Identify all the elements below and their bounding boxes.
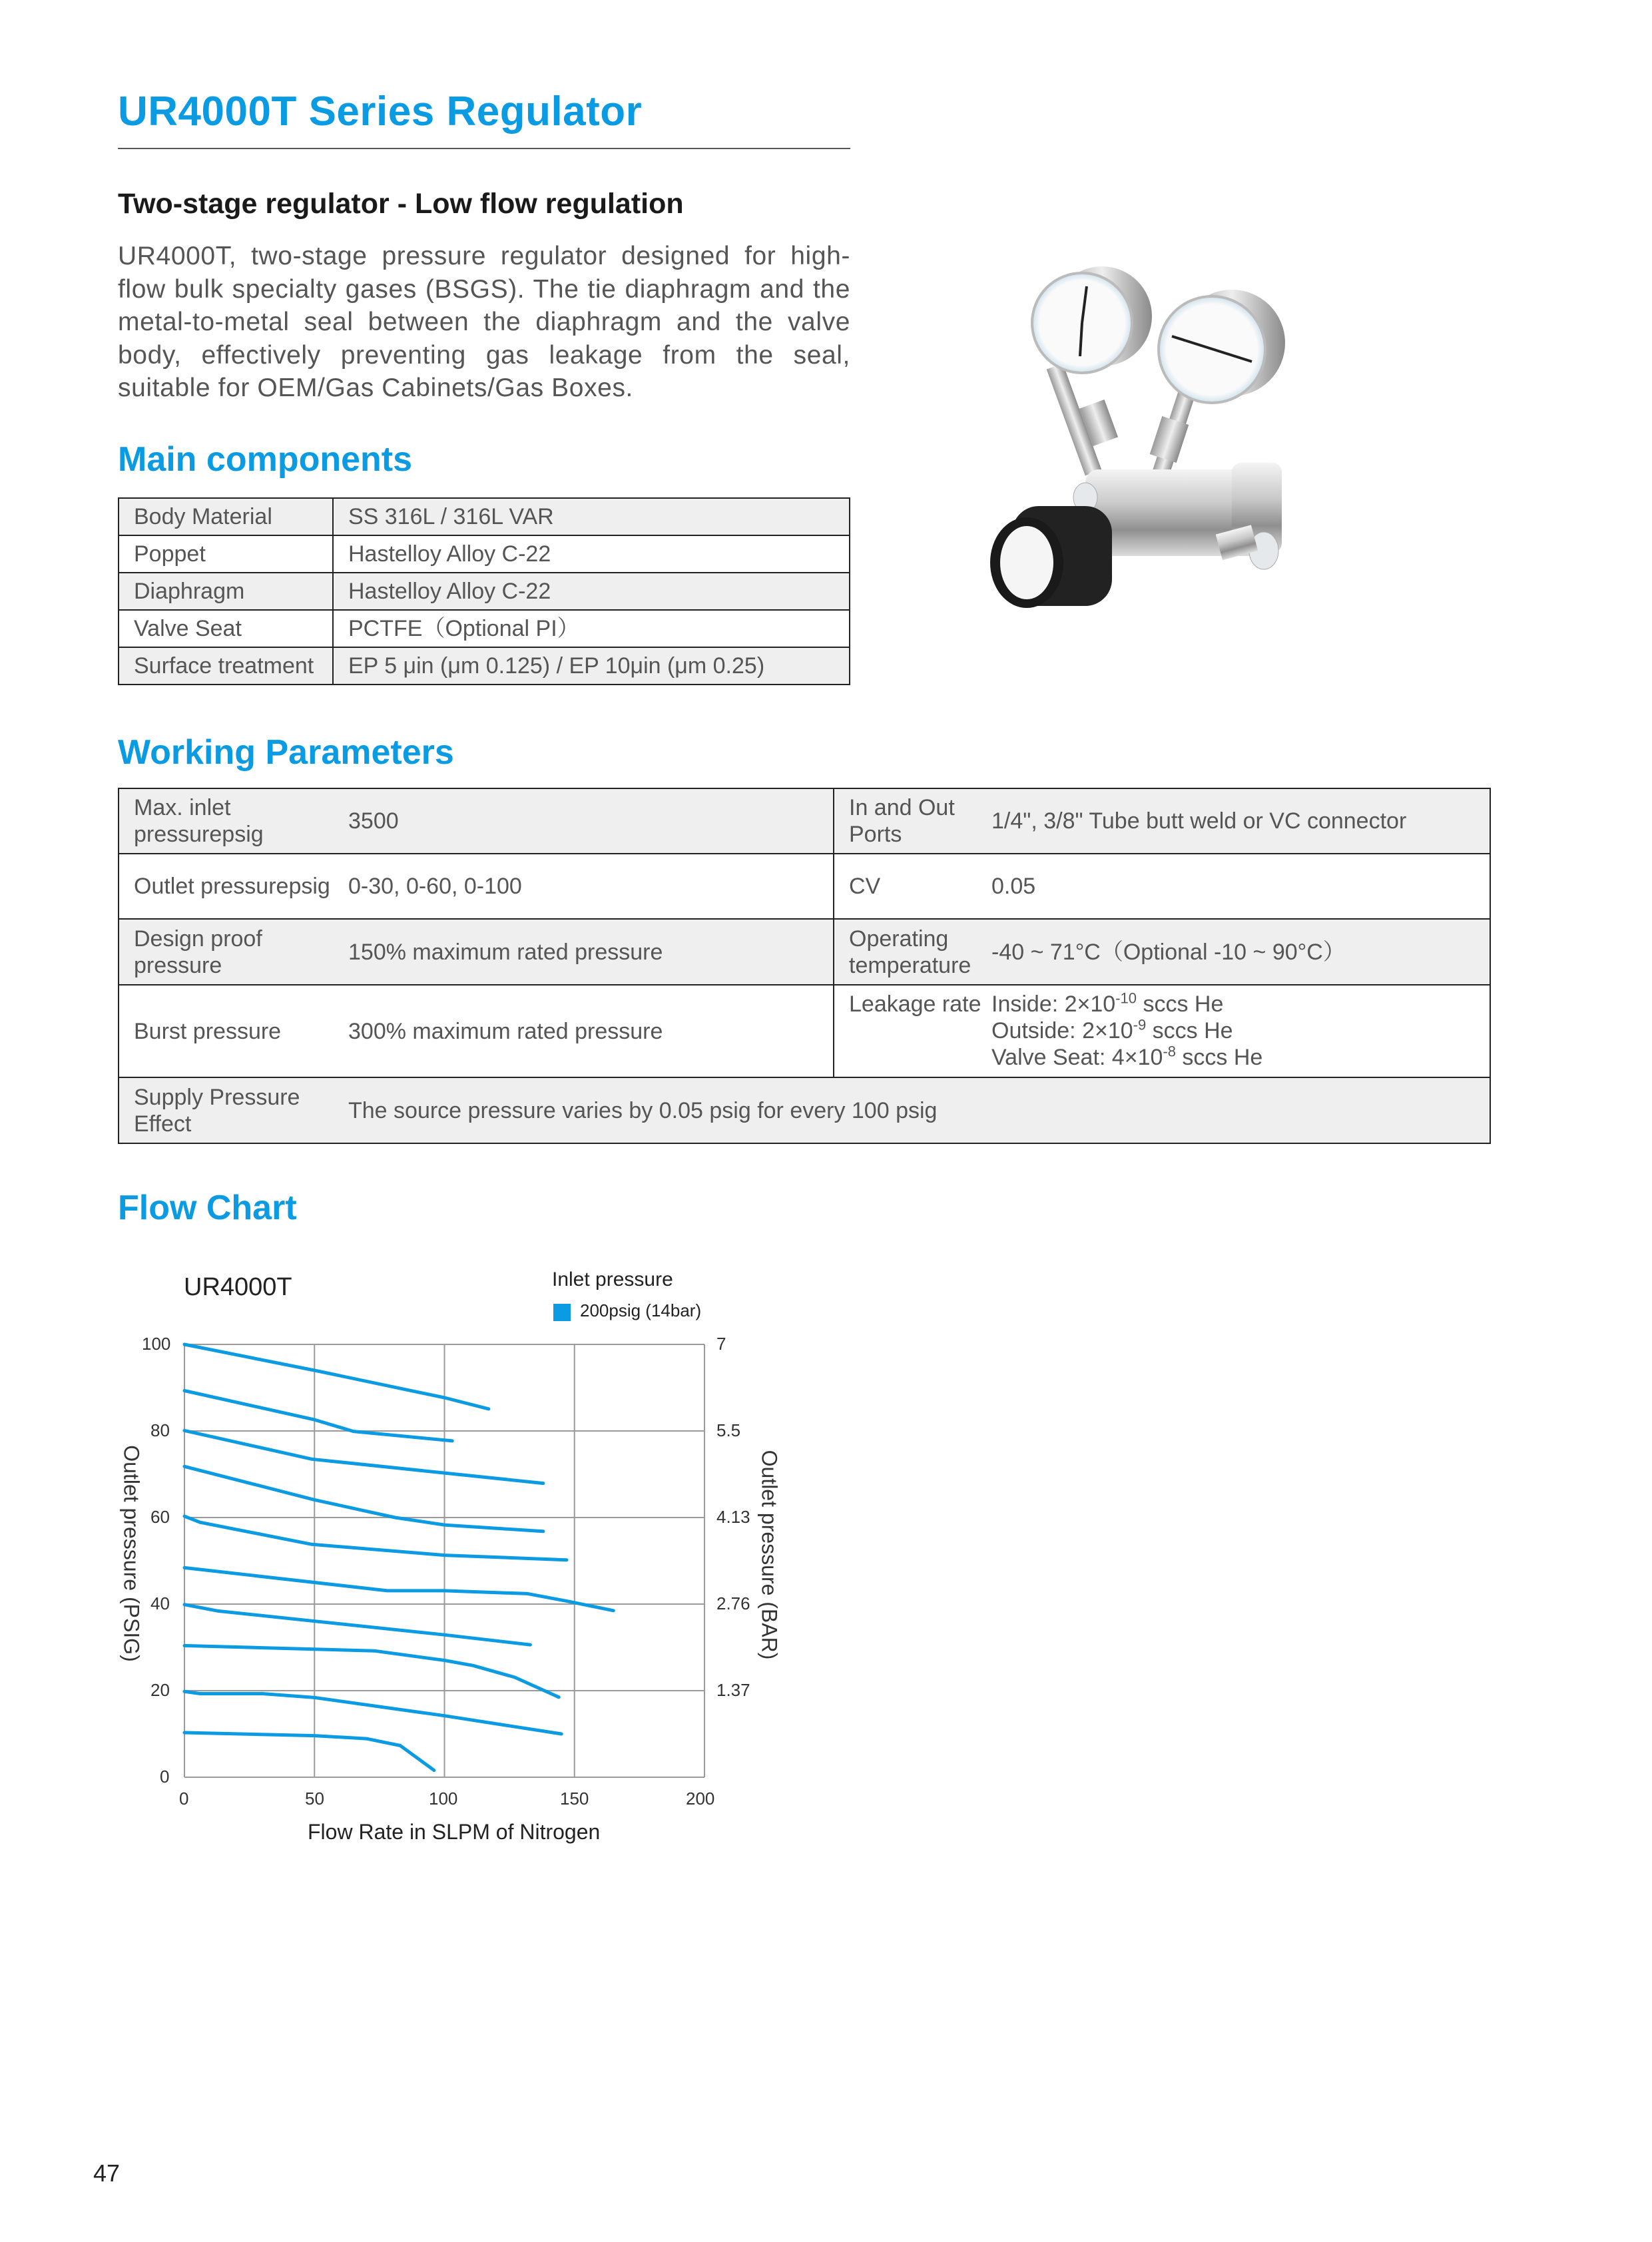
y2-tick: 2.76 bbox=[716, 1593, 750, 1613]
component-label: Diaphragm bbox=[119, 573, 333, 610]
component-value: Hastelloy Alloy C-22 bbox=[333, 573, 850, 610]
leakage-outside: Outside: $2\times 10^{-9}$ sccs He bbox=[991, 1016, 1233, 1043]
param-value: 150% maximum rated pressure bbox=[334, 919, 834, 985]
legend-title: Inlet pressure bbox=[552, 1268, 673, 1290]
leakage-rate-values bbox=[991, 985, 1490, 1077]
working-parameters-table bbox=[118, 788, 1491, 1144]
description: UR4000T, two-stage pressure regulator designed for high-flow bulk specialty gases (BSGS). The tie diaphragm and the metal-to-metal seal between the diaphragm and the valve body, effectively preventing gas leakage from the seal, suitable for OEM/Gas Cabinets/Gas Boxes. bbox=[118, 242, 850, 402]
param-value: 3500 bbox=[334, 788, 834, 854]
table-row bbox=[119, 788, 1490, 854]
table-row bbox=[119, 535, 850, 573]
param-label: Leakage rate bbox=[834, 985, 991, 1077]
param-label: Outlet pressurepsig bbox=[119, 854, 334, 919]
component-label: Valve Seat bbox=[119, 610, 333, 647]
product-image bbox=[952, 250, 1352, 666]
param-value: -40 ~ 71°C（Optional -10 ~ 90°C） bbox=[991, 919, 1490, 985]
table-row bbox=[119, 985, 1490, 1077]
y2-tick: 7 bbox=[716, 1334, 726, 1354]
component-value: PCTFE（Optional PI） bbox=[333, 610, 850, 647]
param-label: Burst pressure bbox=[119, 985, 334, 1077]
component-value: SS 316L / 316L VAR bbox=[333, 498, 850, 535]
leakage-inside: Inside: $2\times 10^{-10}$ sccs He bbox=[991, 989, 1224, 1017]
flow-curve bbox=[184, 1391, 452, 1441]
title-divider bbox=[118, 148, 850, 149]
x-tick: 100 bbox=[429, 1789, 458, 1809]
leakage-valve-seat: Valve Seat: $4\times 10^{-8}$ sccs He bbox=[991, 1043, 1263, 1070]
page-title: UR4000T Series Regulator bbox=[118, 89, 643, 135]
flow-curve bbox=[184, 1430, 543, 1483]
y2-axis-label: Outlet pressure (BAR) bbox=[757, 1450, 782, 1660]
param-value: 1/4", 3/8" Tube butt weld or VC connector bbox=[991, 788, 1490, 854]
chart-title: UR4000T bbox=[184, 1273, 292, 1301]
legend-swatch-icon bbox=[553, 1304, 571, 1321]
table-row bbox=[119, 498, 850, 535]
y2-tick: 1.37 bbox=[716, 1680, 750, 1700]
flow-curve bbox=[184, 1516, 567, 1560]
param-label: In and Out Ports bbox=[834, 788, 991, 854]
y-tick: 80 bbox=[150, 1420, 170, 1440]
table-row bbox=[119, 854, 1490, 919]
chart-curves bbox=[184, 1344, 613, 1771]
page-number: 47 bbox=[93, 2159, 121, 2187]
x-tick: 50 bbox=[305, 1789, 324, 1809]
table-row bbox=[119, 1077, 1490, 1143]
y-tick: 40 bbox=[150, 1593, 170, 1613]
param-label: Operating temperature bbox=[834, 919, 991, 985]
regulator-illustration-icon bbox=[952, 250, 1352, 666]
table-row bbox=[119, 610, 850, 647]
flow-curve bbox=[184, 1691, 561, 1734]
flow-chart-plot bbox=[184, 1344, 704, 1777]
table-row bbox=[119, 919, 1490, 985]
flow-curve bbox=[184, 1645, 559, 1697]
component-label: Surface treatment bbox=[119, 647, 333, 685]
working-parameters-heading: Working Parameters bbox=[118, 733, 454, 772]
y-tick: 60 bbox=[150, 1507, 170, 1527]
subtitle: Two-stage regulator - Low flow regulation bbox=[118, 188, 684, 220]
component-label: Poppet bbox=[119, 535, 333, 573]
component-label: Body Material bbox=[119, 498, 333, 535]
x-tick: 0 bbox=[179, 1789, 189, 1809]
table-row bbox=[119, 573, 850, 610]
param-label: CV bbox=[834, 854, 991, 919]
flow-chart-heading: Flow Chart bbox=[118, 1189, 297, 1227]
flow-curve bbox=[184, 1605, 530, 1645]
param-value: 0.05 bbox=[991, 854, 1490, 919]
y2-tick: 5.5 bbox=[716, 1420, 741, 1440]
x-tick: 200 bbox=[686, 1789, 715, 1809]
legend-label: 200psig (14bar) bbox=[580, 1300, 702, 1320]
component-value: Hastelloy Alloy C-22 bbox=[333, 535, 850, 573]
param-value: 0-30, 0-60, 0-100 bbox=[334, 854, 834, 919]
y-tick: 20 bbox=[150, 1680, 170, 1700]
y2-tick: 4.13 bbox=[716, 1507, 750, 1527]
y-tick: 100 bbox=[142, 1334, 171, 1354]
y-tick: 0 bbox=[160, 1767, 170, 1787]
param-label: Supply Pressure Effect bbox=[119, 1077, 334, 1143]
param-label: Design proof pressure bbox=[119, 919, 334, 985]
param-value: 300% maximum rated pressure bbox=[334, 985, 834, 1077]
x-tick: 150 bbox=[560, 1789, 589, 1809]
table-row bbox=[119, 647, 850, 685]
component-value: EP 5 μin (μm 0.125) / EP 10μin (μm 0.25) bbox=[333, 647, 850, 685]
param-value: The source pressure varies by 0.05 psig for every 100 psig bbox=[334, 1077, 1490, 1143]
main-components-table bbox=[118, 497, 850, 685]
x-axis-label: Flow Rate in SLPM of Nitrogen bbox=[308, 1820, 601, 1844]
main-components-heading: Main components bbox=[118, 440, 413, 479]
param-label: Max. inlet pressurepsig bbox=[119, 788, 334, 854]
flow-curve bbox=[184, 1733, 434, 1771]
y-axis-label: Outlet pressure (PSIG) bbox=[119, 1445, 144, 1662]
